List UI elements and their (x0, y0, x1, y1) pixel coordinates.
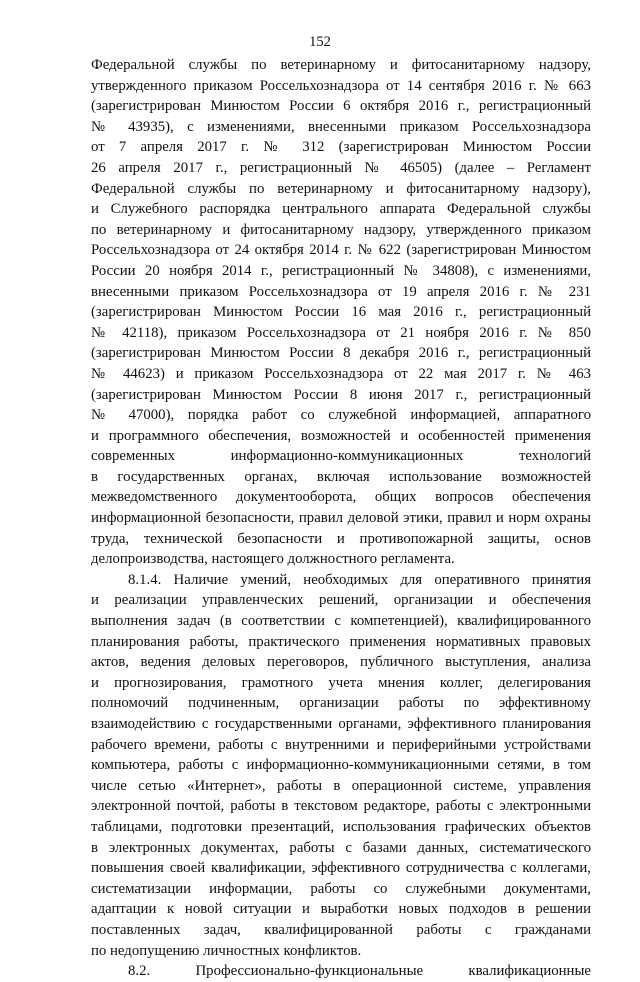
text-line: по недопущению личностных конфликтов. (91, 942, 362, 959)
text-line: (зарегистрирован Минюстом России 8 декабря 2016 г., регистрационный (91, 345, 591, 362)
text-line: современных информационно-коммуникационных технологий (91, 448, 591, 465)
text-line: систематизации информации, работы со служебными документами, (91, 880, 591, 897)
text-line: рабочего времени, работы с внутренними и периферийными устройствами (91, 736, 591, 753)
text-line: актов, ведения деловых переговоров, публичного выступления, анализа (91, 654, 591, 671)
text-line: и прогнозирования, грамотного учета мнения коллег, делегирования (91, 674, 591, 691)
text-line: межведомственного документооборота, общих вопросов обеспечения (91, 489, 591, 506)
text-line: выполнения задач (в соответствии с компетенцией), квалифицированного (91, 613, 591, 630)
text-line: полномочий подчиненным, организации работы по эффективному (91, 695, 591, 712)
text-line: адаптации к новой ситуации и выработки новых подходов в решении (91, 901, 591, 918)
text-line: России 20 ноября 2014 г., регистрационный № 34808), с изменениями, (91, 262, 591, 279)
text-line: и Служебного распорядка центрального аппарата Федеральной службы (91, 201, 591, 218)
text-line: от 7 апреля 2017 г. № 312 (зарегистрирован Минюстом России (91, 139, 591, 156)
text-line: Федеральной службы по ветеринарному и фитосанитарному надзору), (91, 180, 591, 197)
text-line: и реализации управленческих решений, организации и обеспечения (91, 592, 591, 609)
text-line: в электронных документах, работы с базами данных, систематического (91, 839, 591, 856)
text-line: № 47000), порядка работ со служебной информацией, аппаратного (91, 407, 591, 424)
text-line: (зарегистрирован Минюстом России 6 октября 2016 г., регистрационный (91, 98, 591, 115)
text-line: числе сетью «Интернет», работы в операционной системе, управления (91, 777, 591, 794)
text-line: информационной безопасности, правил деловой этики, правил и норм охраны (91, 510, 591, 527)
text-line: таблицами, подготовки презентаций, использования графических объектов (91, 818, 591, 835)
text-line: делопроизводства, настоящего должностного регламента. (91, 551, 455, 568)
text-line: 8.1.4. Наличие умений, необходимых для оперативного принятия (128, 571, 591, 588)
text-line: планирования работы, практического применения нормативных правовых (91, 633, 591, 650)
text-line: Россельхознадзора от 24 октября 2014 г. № 622 (зарегистрирован Минюстом (91, 242, 591, 259)
text-line: в государственных органах, включая использование возможностей (91, 468, 591, 485)
text-line: утвержденного приказом Россельхознадзора от 14 сентября 2016 г. № 663 (91, 77, 591, 94)
text-line: электронной почтой, работы в текстовом редакторе, работы с электронными (91, 798, 591, 815)
text-line: Федеральной службы по ветеринарному и фитосанитарному надзору, (91, 57, 591, 73)
text-line: поставленных задач, квалифицированной работы с гражданами (91, 921, 591, 938)
text-line: (зарегистрирован Минюстом России 16 мая 2016 г., регистрационный (91, 304, 591, 321)
text-line: № 42118), приказом Россельхознадзора от 21 ноября 2016 г. № 850 (91, 324, 591, 341)
text-line: повышения своей квалификации, эффективного сотрудничества с коллегами, (91, 860, 591, 877)
text-line: внесенными приказом Россельхознадзора от 19 апреля 2016 г. № 231 (91, 283, 591, 300)
text-line: № 44623) и приказом Россельхознадзора от 22 мая 2017 г. № 463 (91, 365, 591, 382)
page-number: 152 (309, 34, 331, 50)
text-line: 26 апреля 2017 г., регистрационный № 46505) (далее – Регламент (91, 159, 591, 176)
text-line: и программного обеспечения, возможностей и особенностей применения (91, 427, 591, 444)
text-line: труда, технической безопасности и противопожарной защиты, основ (91, 530, 591, 547)
text-line: № 43935), с изменениями, внесенными приказом Россельхознадзора (91, 118, 591, 135)
text-line: взаимодействию с государственными органами, эффективного планирования (91, 716, 591, 732)
text-line: компьютера, работы с информационно-коммуникационными сетями, в том (91, 757, 591, 774)
text-line: (зарегистрирован Минюстом России 8 июня 2017 г., регистрационный (91, 386, 591, 403)
text-line: по ветеринарному и фитосанитарному надзору, утвержденного приказом (91, 221, 591, 238)
document-body (91, 55, 591, 982)
text-line: 8.2. Профессионально-функциональные квалификационные (128, 963, 591, 980)
